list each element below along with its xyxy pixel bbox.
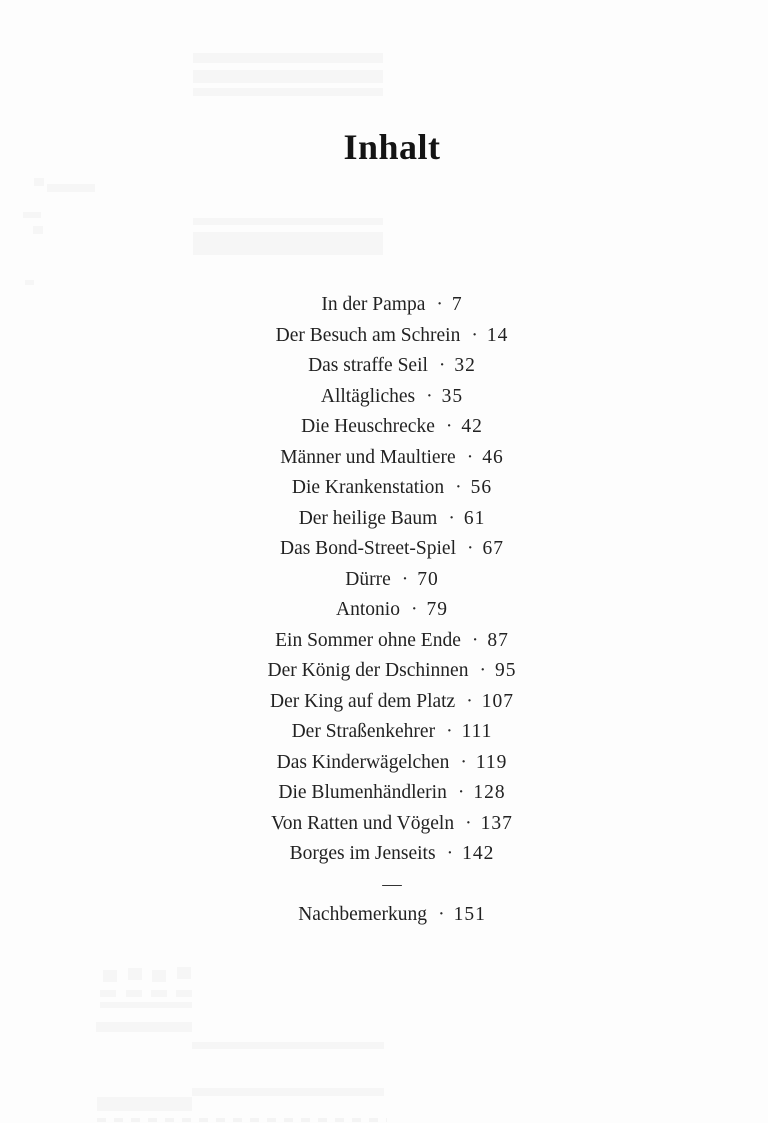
toc-entry-page-number: 70 xyxy=(417,568,439,590)
toc-entry xyxy=(8,656,768,687)
toc-separator-dot: · xyxy=(448,507,455,529)
toc-entry xyxy=(8,443,768,474)
toc-separator-dot: · xyxy=(457,782,465,803)
toc-separator-dot: · xyxy=(466,446,474,468)
toc-entry-title: In der Pampa xyxy=(321,294,426,315)
toc-separator-dot: · xyxy=(438,904,445,925)
scan-artifact xyxy=(97,1097,192,1111)
toc-separator-dot: · xyxy=(466,690,473,712)
toc-entry-title: Der König der Dschinnen xyxy=(267,660,469,681)
toc-entry-title: Das straffe Seil xyxy=(308,355,428,376)
scan-artifact xyxy=(126,990,142,997)
scan-artifact xyxy=(33,226,43,234)
toc-separator-dot: · xyxy=(436,294,443,315)
toc-entry-title: Der Besuch am Schrein xyxy=(275,324,461,346)
toc-entry-page-number: 35 xyxy=(441,385,464,407)
toc-separator-dot: · xyxy=(426,385,433,407)
scan-artifact xyxy=(34,178,44,186)
scan-artifact xyxy=(193,232,383,255)
toc-entry-page-number: 151 xyxy=(453,904,486,925)
toc-entry xyxy=(8,565,768,596)
toc-entry xyxy=(8,809,768,840)
toc-entry-page-number: 46 xyxy=(482,446,504,468)
toc-entry xyxy=(8,504,768,535)
toc-entry-page-number: 142 xyxy=(462,843,495,864)
toc-separator-dot: · xyxy=(410,599,418,620)
toc-entry xyxy=(8,321,768,352)
toc-entry xyxy=(8,412,768,443)
toc-entry-title: Nachbemerkung xyxy=(298,904,428,925)
toc-entry-title: Borges im Jenseits xyxy=(289,843,436,864)
toc-separator-dot: · xyxy=(401,568,409,590)
toc-entry-title: Männer und Maultiere xyxy=(280,446,456,468)
scan-artifact xyxy=(128,968,142,980)
toc-entry xyxy=(8,748,768,779)
toc-entry-page-number: 137 xyxy=(480,812,513,834)
toc-entry-title: Von Ratten und Vögeln xyxy=(271,812,455,834)
toc-entry-title: Ein Sommer ohne Ende xyxy=(275,629,461,651)
toc-entry xyxy=(8,839,768,870)
toc-entry-page-number: 67 xyxy=(482,538,504,559)
scan-artifact xyxy=(193,88,383,96)
toc-separator-dot: · xyxy=(455,477,462,498)
toc-separator-dot: · xyxy=(465,812,472,834)
page-title: Inhalt xyxy=(343,127,441,167)
toc-entry-page-number: 87 xyxy=(487,629,509,651)
toc-entry-page-number: 111 xyxy=(461,721,493,742)
scan-artifact xyxy=(100,1002,192,1008)
toc-entry xyxy=(8,687,768,718)
toc-entry xyxy=(8,595,768,626)
toc-entry-title: Die Krankenstation xyxy=(291,477,445,498)
toc-entry-title: Der King auf dem Platz xyxy=(270,690,456,712)
toc-entry-page-number: 42 xyxy=(461,416,483,437)
toc-entry xyxy=(8,534,768,565)
scan-artifact xyxy=(192,1088,384,1096)
toc-entry-title: Der Straßenkehrer xyxy=(291,721,436,742)
scan-artifact xyxy=(193,218,383,225)
toc-section-divider: — xyxy=(382,873,402,895)
toc-entry-title: Das Kinderwägelchen xyxy=(276,751,450,773)
toc-entry-page-number: 7 xyxy=(451,294,463,315)
scan-artifact xyxy=(177,967,191,979)
scan-artifact xyxy=(25,280,34,285)
scan-artifact xyxy=(151,990,167,997)
toc-entry-page-number: 32 xyxy=(454,355,476,376)
toc-entry-page-number: 119 xyxy=(475,751,508,773)
toc-entry xyxy=(8,382,768,413)
toc-entry xyxy=(8,626,768,657)
toc-separator-dot: · xyxy=(467,538,474,559)
toc-entry-title: Das Bond-Street-Spiel xyxy=(279,538,456,559)
toc-entry-page-number: 56 xyxy=(470,477,493,498)
toc-entry-title: Die Blumenhändlerin xyxy=(278,782,447,803)
scan-artifact-dotted-row xyxy=(97,1118,387,1122)
scan-artifact xyxy=(176,990,192,997)
toc-entry-title: Dürre xyxy=(345,568,391,590)
toc-entry xyxy=(8,778,768,809)
scan-artifact xyxy=(23,212,41,218)
toc-entry-page-number: 14 xyxy=(486,324,509,346)
scan-artifact xyxy=(47,184,95,192)
scan-artifact xyxy=(103,970,117,982)
toc-separator-dot: · xyxy=(479,660,486,681)
toc-entry xyxy=(8,900,768,931)
scan-artifact xyxy=(193,70,383,83)
toc-entry xyxy=(8,290,768,321)
toc-entry-page-number: 95 xyxy=(494,660,517,681)
toc-separator-dot: · xyxy=(446,721,453,742)
toc-entry xyxy=(8,351,768,382)
toc-entry-page-number: 128 xyxy=(473,782,506,803)
toc-entry xyxy=(8,473,768,504)
scan-artifact xyxy=(100,990,116,997)
toc-entry-page-number: 107 xyxy=(481,690,514,712)
toc-entry-title: Antonio xyxy=(336,599,400,620)
toc-separator-dot: · xyxy=(438,355,446,376)
toc-separator-dot: · xyxy=(446,843,454,864)
scan-artifact xyxy=(193,53,383,63)
scan-artifact xyxy=(192,1042,384,1049)
toc-entry-title: Die Heuschrecke xyxy=(301,416,435,437)
toc-entry-title: Der heilige Baum xyxy=(298,507,438,529)
toc-entry-page-number: 79 xyxy=(426,599,448,620)
scan-artifact xyxy=(152,970,166,982)
toc-entry-page-number: 61 xyxy=(463,507,486,529)
scan-artifact xyxy=(96,1022,192,1032)
toc-entries xyxy=(8,290,768,870)
table-of-contents xyxy=(8,290,768,931)
toc-separator-dot: · xyxy=(471,629,479,651)
toc-separator-dot: · xyxy=(445,416,453,437)
toc-entry-title: Alltägliches xyxy=(320,385,416,407)
toc-entry xyxy=(8,717,768,748)
toc-separator-dot: · xyxy=(460,751,467,773)
toc-separator-dot: · xyxy=(471,324,478,346)
